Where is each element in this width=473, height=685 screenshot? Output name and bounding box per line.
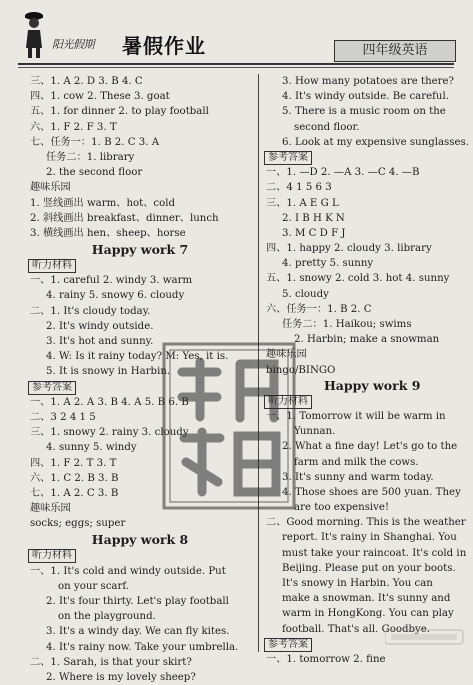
answer-line: 2. Where is my lovely sheep? bbox=[46, 671, 196, 683]
answer-line: 2. I B H K N bbox=[282, 212, 345, 224]
answer-line: 二、Good morning. This is the weather bbox=[266, 517, 466, 529]
answer-line: 二、3 2 4 1 5 bbox=[30, 411, 96, 423]
answer-line: 1. 竖线画出 warm、hot、cold bbox=[30, 197, 176, 209]
answer-line: warm in HongKong. You can play bbox=[282, 608, 454, 620]
answer-line: 任务二：1. Haikou; swims bbox=[282, 319, 412, 330]
answer-line: 任务二：1. library bbox=[46, 151, 135, 163]
answer-line: It's snowy in Harbin. You can bbox=[282, 578, 433, 589]
answer-line: are too expensive! bbox=[294, 502, 390, 514]
answer-line: 4. sunny 5. windy bbox=[46, 442, 137, 454]
answer-line: 二、1. It's cloudy today. bbox=[30, 305, 151, 317]
answer-line: 七、任务一：1. B 2. C 3. A bbox=[30, 136, 160, 148]
section-label-box: 听力材料 bbox=[28, 259, 76, 273]
answer-line: 3. How many potatoes are there? bbox=[282, 76, 455, 87]
answer-line: 4. rainy 5. snowy 6. cloudy bbox=[46, 290, 185, 302]
answer-line: 五、1. for dinner 2. to play football bbox=[30, 106, 209, 118]
section-label-box: 参考答案 bbox=[264, 638, 312, 652]
answer-line: 四、1. cow 2. These 3. goat bbox=[30, 91, 170, 103]
answer-line: 六、1. F 2. F 3. T bbox=[30, 121, 117, 133]
answer-line: farm and milk the cows. bbox=[294, 456, 419, 468]
answer-line: 七、1. A 2. C 3. B bbox=[30, 487, 119, 499]
answer-line: 5. There is a music room on the bbox=[282, 106, 446, 118]
answer-line: 一、1. A 2. A 3. B 4. A 5. B 6. B bbox=[30, 396, 189, 408]
page-header bbox=[0, 0, 473, 74]
answer-line: Yunnan. bbox=[294, 426, 336, 438]
answer-line: report. It's rainy in Shanghai. You bbox=[282, 532, 457, 544]
watermark-stamp bbox=[162, 342, 296, 510]
answer-line: 3. M C D F J bbox=[282, 227, 346, 239]
answer-line: 二、1. Sarah, is that your skirt? bbox=[30, 656, 192, 668]
answer-line: 3. It's a windy day. We can fly kites. bbox=[46, 626, 230, 638]
answer-line: 三、1. A 2. D 3. B 4. C bbox=[30, 76, 143, 87]
answer-column-right bbox=[266, 74, 470, 667]
answer-line: 六、1. C 2. B 3. B bbox=[30, 472, 119, 484]
answer-line: 四、1. F 2. T 3. T bbox=[30, 457, 117, 469]
answer-line: 趣味乐园 bbox=[30, 503, 71, 515]
answer-line: bingo/BINGO bbox=[266, 364, 336, 376]
answer-line: 5. It is snowy in Harbin. bbox=[46, 366, 171, 378]
section-label-row bbox=[30, 548, 250, 563]
answer-line: 六、任务一：1. B 2. C bbox=[266, 303, 372, 315]
answer-line: 一、1. It's cold and windy outside. Put bbox=[30, 565, 226, 577]
section-label-box: 参考答案 bbox=[28, 381, 76, 395]
answer-line: second floor. bbox=[294, 121, 360, 133]
answer-line: must take your raincoat. It's cold in bbox=[282, 547, 467, 559]
answer-line: 2. Harbin; make a snowman bbox=[294, 334, 440, 346]
header-divider-thin bbox=[18, 67, 454, 68]
answer-line: 4. Those shoes are 500 yuan. They bbox=[282, 486, 461, 498]
answer-line: 一、1. careful 2. windy 3. warm bbox=[30, 275, 193, 287]
answer-line: 三、1. A E G L bbox=[266, 197, 339, 209]
answer-line: 2. 斜线画出 breakfast、dinner、lunch bbox=[30, 212, 219, 224]
answer-line: 2. It's windy outside. bbox=[46, 320, 154, 332]
answer-line: 2. It's four thirty. Let's play football bbox=[46, 596, 229, 607]
answer-line: 6. Look at my expensive sunglasses. bbox=[282, 136, 470, 148]
answer-line: 5. cloudy bbox=[282, 288, 329, 300]
answer-line: 一、1. tomorrow 2. fine bbox=[266, 653, 386, 665]
answer-line: 3. It's sunny and warm today. bbox=[282, 471, 434, 483]
section-label-row bbox=[30, 258, 250, 273]
answer-line: football. That's all. Goodbye. bbox=[282, 623, 431, 635]
answer-line: 趣味乐园 bbox=[266, 349, 307, 361]
book-title: 暑假作业 bbox=[122, 34, 206, 58]
section-label-row bbox=[266, 150, 466, 165]
section-label-box: 参考答案 bbox=[264, 151, 312, 165]
watermark-logo-icon bbox=[385, 628, 465, 646]
answer-line: 2. the second floor bbox=[46, 167, 143, 179]
answer-line: Beijing. Please put on your boots. bbox=[282, 562, 456, 574]
section-heading: Happy work 8 bbox=[91, 532, 189, 548]
answer-line: make a snowman. It's sunny and bbox=[282, 593, 451, 605]
header-divider bbox=[18, 63, 454, 65]
answer-line: 二、4 1 5 6 3 bbox=[266, 182, 332, 194]
section-label-box: 听力材料 bbox=[264, 395, 312, 409]
grade-label: 四年级英语 bbox=[334, 40, 456, 62]
section-label-row bbox=[266, 394, 466, 409]
answer-line: 一、1. Tomorrow it will be warm in bbox=[266, 410, 446, 422]
answer-line: 4. pretty 5. sunny bbox=[282, 258, 374, 270]
section-label-box: 听力材料 bbox=[28, 549, 76, 563]
answer-line: 一、1. —D 2. —A 3. —C 4. —B bbox=[266, 167, 420, 179]
answer-line: on your scarf. bbox=[58, 580, 130, 592]
answer-line: 2. What a fine day! Let's go to the bbox=[282, 441, 458, 453]
answer-line: 五、1. snowy 2. cold 3. hot 4. sunny bbox=[266, 273, 450, 285]
answer-line: 三、1. snowy 2. rainy 3. cloudy bbox=[30, 427, 189, 439]
brand-name: 阳光假期 bbox=[52, 38, 94, 51]
answer-line: socks; eggs; super bbox=[30, 518, 126, 530]
section-heading: Happy work 9 bbox=[324, 377, 421, 393]
answer-line: 4. It's windy outside. Be careful. bbox=[282, 91, 449, 103]
answer-line: 四、1. happy 2. cloudy 3. library bbox=[266, 243, 432, 255]
answer-line: on the playground. bbox=[58, 611, 156, 623]
answer-line: 3. 横线画出 hen、sheep、horse bbox=[30, 227, 186, 239]
answer-line: 趣味乐园 bbox=[30, 182, 71, 194]
answer-line: 3. It's hot and sunny. bbox=[46, 336, 154, 347]
answer-line: 4. It's rainy now. Take your umbrella. bbox=[46, 641, 239, 653]
answer-line: 4. W: Is it rainy today? M: Yes, it is. bbox=[46, 351, 229, 363]
mascot-logo-icon bbox=[22, 8, 48, 60]
section-heading: Happy work 7 bbox=[91, 242, 189, 258]
